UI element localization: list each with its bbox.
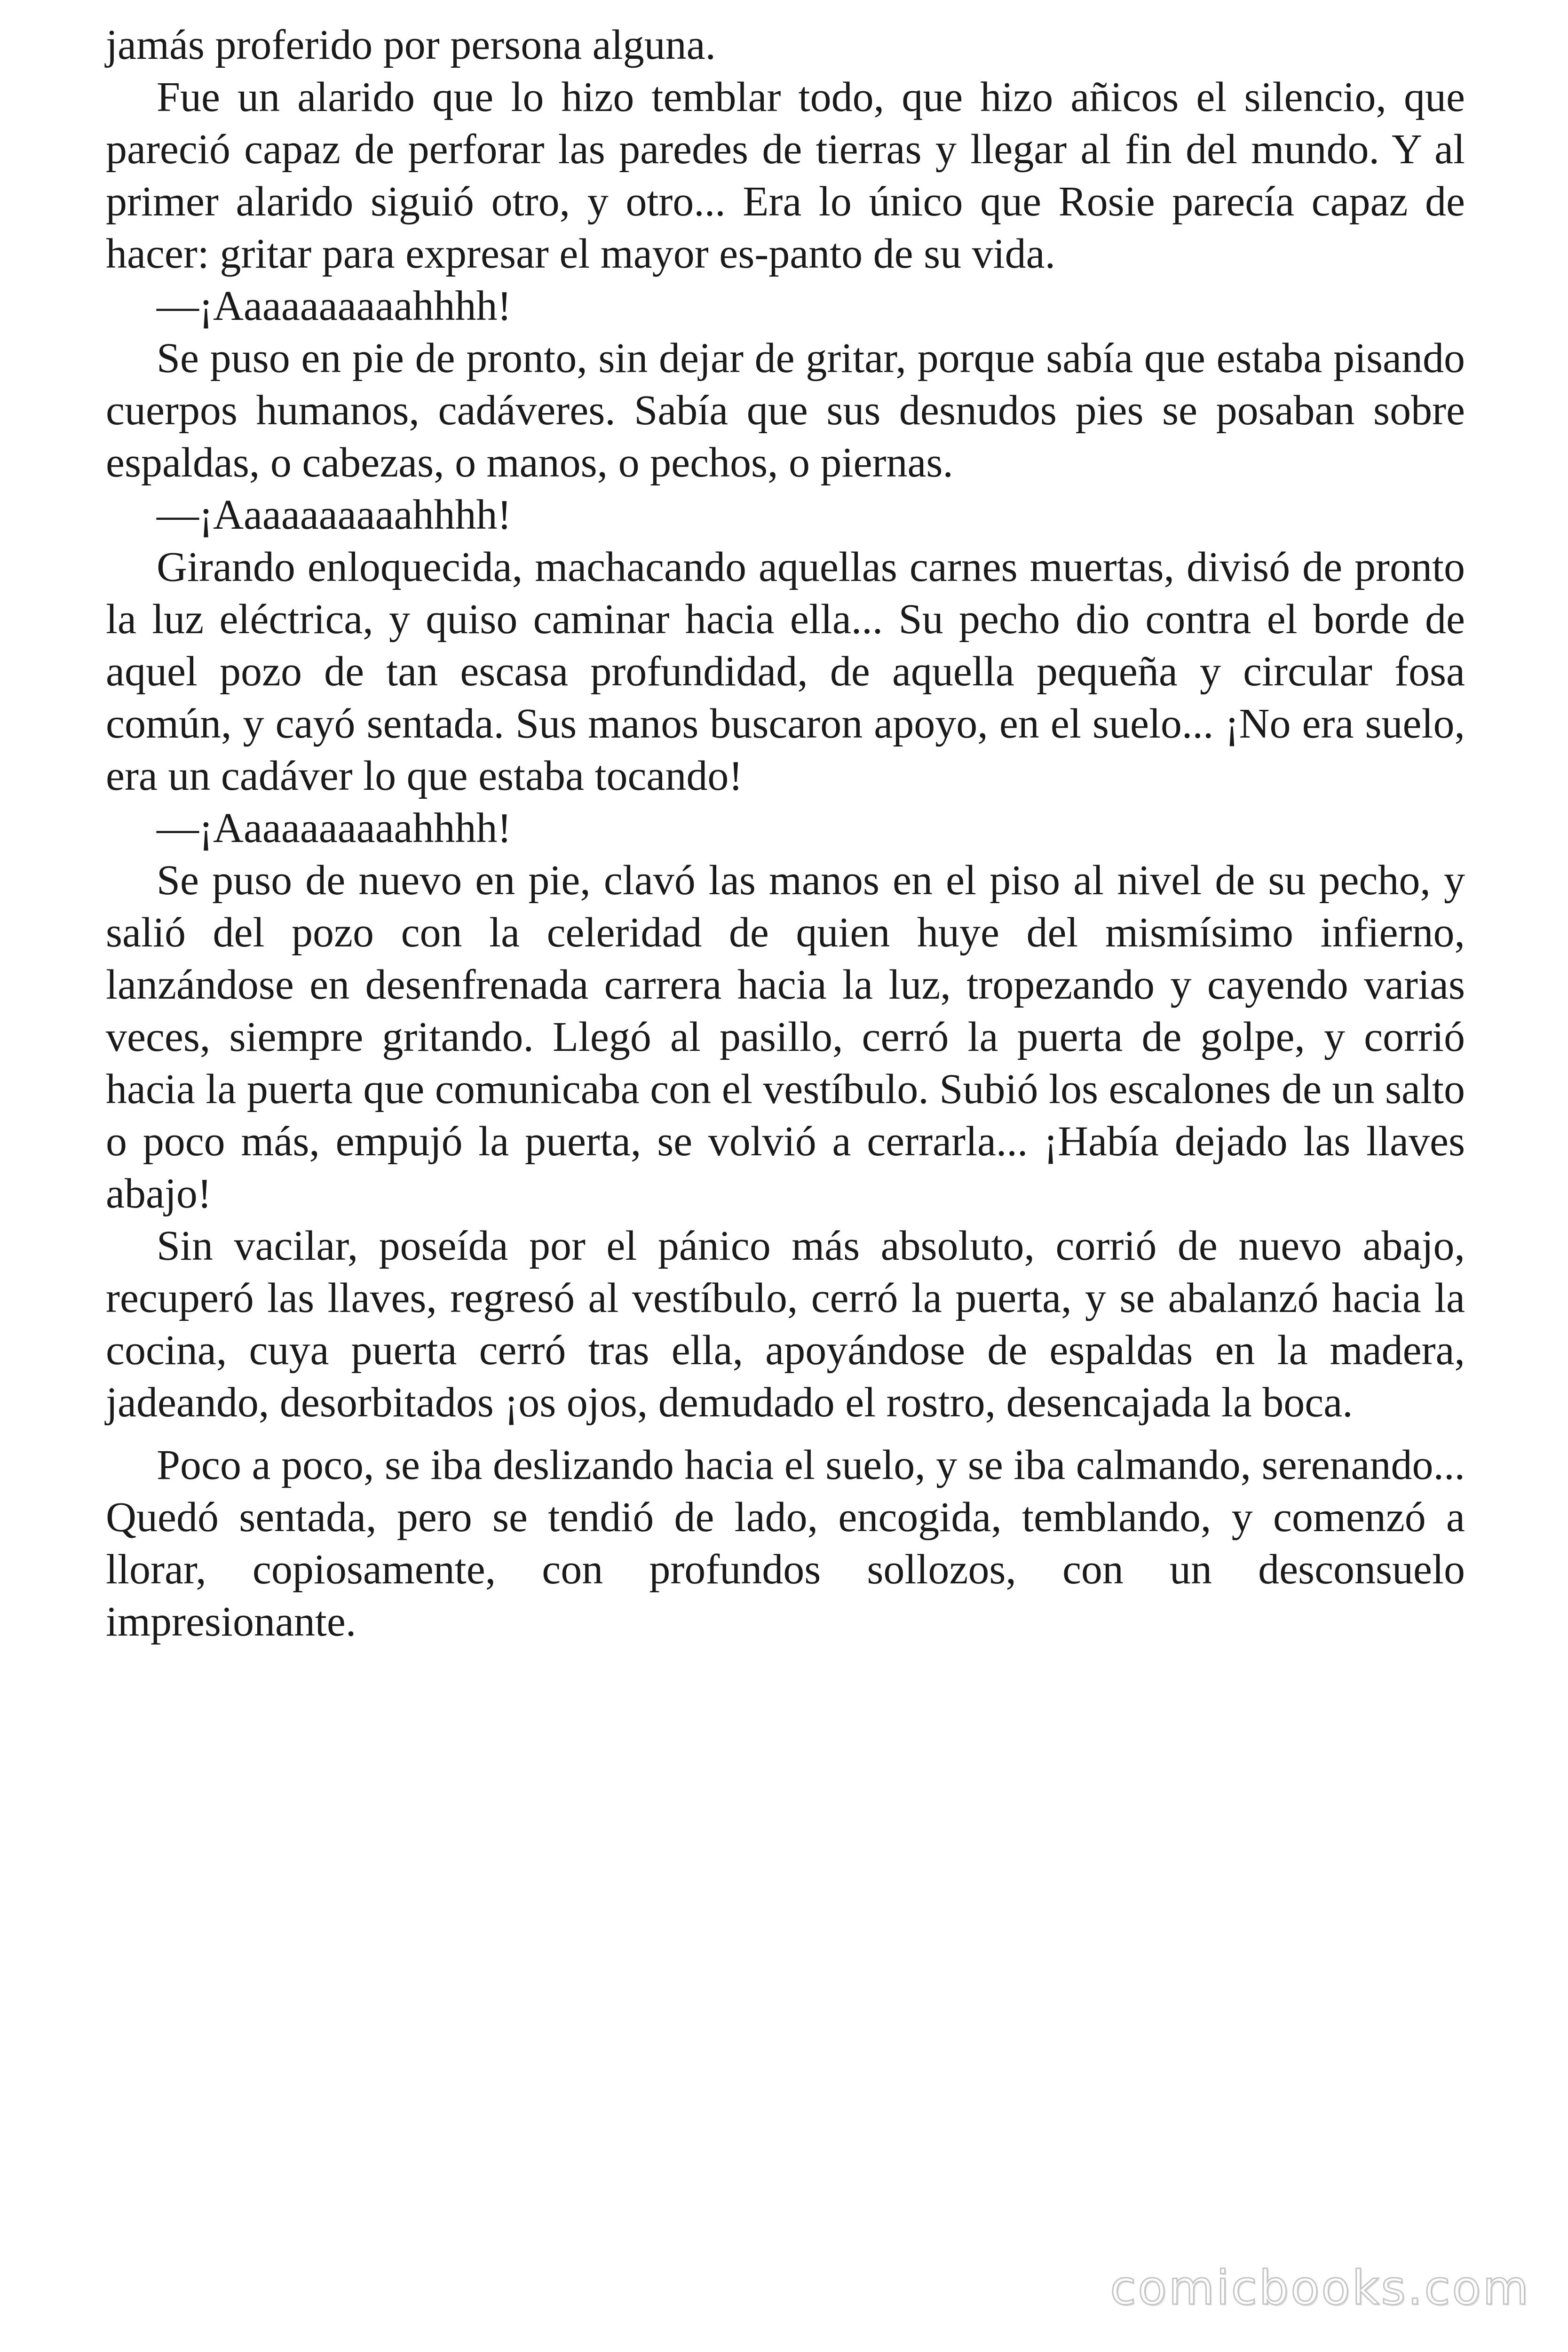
dialogue-line: —¡Aaaaaaaaaahhhh! — [157, 283, 512, 329]
dialogue-line: —¡Aaaaaaaaaahhhh! — [157, 492, 512, 538]
paragraph: Se puso en pie de pronto, sin dejar de gritar, porque sabía que estaba pisando cuerpos humanos, cadáveres. Sabía que sus desnudos pies se posaban sobre espaldas, o cabezas, o manos, o pechos, o piernas. — [106, 335, 1465, 486]
paragraph: Fue un alarido que lo hizo temblar todo, que hizo añicos el silencio, que pareció capaz de perforar las paredes de tierras y llegar al fin del mundo. Y al primer alarido siguió otro, y otro... Era lo único que Rosie parecía capaz de hacer: gritar para expresar el mayor es-panto de su vida. — [106, 74, 1465, 277]
paragraph: Se puso de nuevo en pie, clavó las manos en el piso al nivel de su pecho, y salió del pozo con la celeridad de quien huye del mismísimo infierno, lanzándose en desenfrenada carrera hacia la luz, tropezando y cayendo varias veces, siempre gritando. Llegó al pasillo, cerró la puerta de golpe, y corrió hacia la puerta que comunicaba con el vestíbulo. Subió los escalones de un salto o poco más, empujó la puerta, se volvió a cerrarla... ¡Había dejado las llaves abajo! — [106, 857, 1465, 1217]
paragraph: Poco a poco, se iba deslizando hacia el suelo, y se iba calmando, serenando... Quedó sentada, pero se tendió de lado, encogida, temblando, y comenzó a llorar, copiosamente, con profundos sollozos, con un desconsuelo impresionante. — [106, 1442, 1465, 1645]
paragraph: Girando enloquecida, machacando aquellas carnes muertas, divisó de pronto la luz eléctrica, y quiso caminar hacia ella... Su pecho dio contra el borde de aquel pozo de tan escasa profundidad, de aquella pequeña y circular fosa común, y cayó sentada. Sus manos buscaron apoyo, en el suelo... ¡No era suelo, era un cadáver lo que estaba tocando! — [106, 544, 1465, 799]
paragraph-continuation: jamás proferido por persona alguna. — [106, 22, 716, 68]
paragraph: Sin vacilar, poseída por el pánico más absoluto, corrió de nuevo abajo, recuperó las llaves, regresó al vestíbulo, cerró la puerta, y se abalanzó hacia la cocina, cuya puerta cerró tras ella, apoyándose de espaldas en la madera, jadeando, desorbitados ¡os ojos, demudado el rostro, desencajada la boca. — [106, 1223, 1465, 1426]
dialogue-line: —¡Aaaaaaaaaahhhh! — [157, 805, 512, 851]
page-body — [106, 19, 1465, 1648]
watermark-logo: comicbooks.com — [1110, 2260, 1530, 2315]
